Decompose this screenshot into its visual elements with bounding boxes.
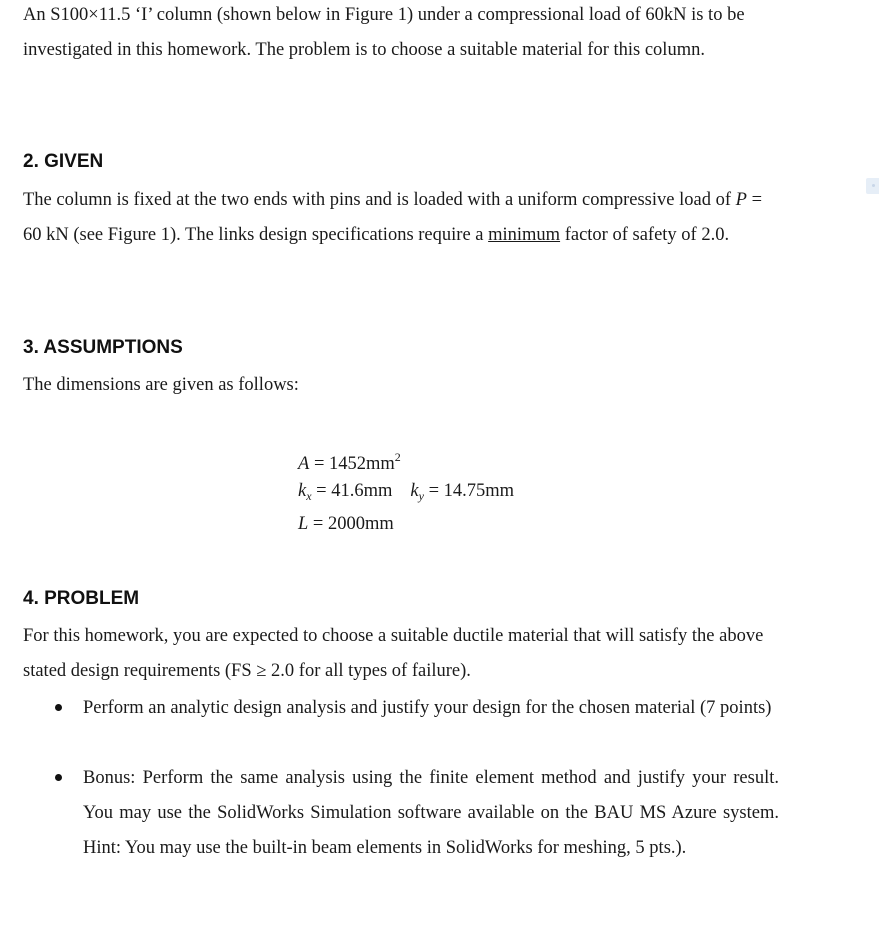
assumptions-paragraph: The dimensions are given as follows:: [23, 375, 299, 395]
equation-length: [298, 514, 394, 535]
section-heading-problem: 4. PROBLEM: [23, 588, 140, 609]
area-exponent: 2: [394, 450, 401, 464]
load-variable: P: [735, 190, 747, 210]
section-heading-given: 2. GIVEN: [23, 151, 104, 172]
area-value: = 1452mm: [309, 454, 395, 474]
kx-variable: $k_x$: [298, 481, 312, 503]
given-text-part1: The column is fixed at the two ends with pins and is loaded with a uniform compressive load of: [23, 190, 736, 210]
length-value: = 2000mm: [308, 514, 394, 534]
bullet-icon: [55, 774, 62, 781]
section-heading-assumptions: 3. ASSUMPTIONS: [23, 337, 183, 358]
equation-area: [298, 450, 401, 475]
kx-value: = 41.6mm: [311, 481, 393, 501]
given-paragraph: [23, 183, 779, 252]
area-variable: A: [298, 454, 310, 474]
list-item-text: Perform an analytic design analysis and justify your design for the chosen material (7 points): [83, 698, 772, 718]
ky-value: = 14.75mm: [423, 481, 515, 501]
list-item-text: Bonus: Perform the same analysis using the finite element method and justify your result. You may use the SolidWorks Simulation software available on the BAU MS Azure system. Hint: You may use the built-in beam elements in SolidWorks for meshing, 5 pts.).: [83, 768, 779, 858]
bullet-icon: [55, 704, 62, 711]
length-variable: L: [298, 514, 309, 534]
given-text-part3: factor of safety of 2.0.: [560, 224, 730, 245]
problem-paragraph: For this homework, you are expected to choose a suitable ductile material that will satisfy the above stated design requirements (FS ≥ 2.0 for all types of failure).: [23, 626, 764, 681]
given-text-part2: = 60 kN (see Figure 1). The links design specifications require a: [23, 190, 762, 245]
equation-radii-of-gyration: [298, 481, 514, 504]
underlined-term: minimum: [488, 224, 561, 245]
intro-paragraph: An S100×11.5 ‘I’ column (shown below in Figure 1) under a compressional load of 60kN is to be investigated in this homework. The problem is to choose a suitable material for this column.: [23, 5, 745, 60]
ky-variable: $k_y$: [410, 481, 424, 503]
scrollbar-marker[interactable]: [866, 178, 879, 194]
